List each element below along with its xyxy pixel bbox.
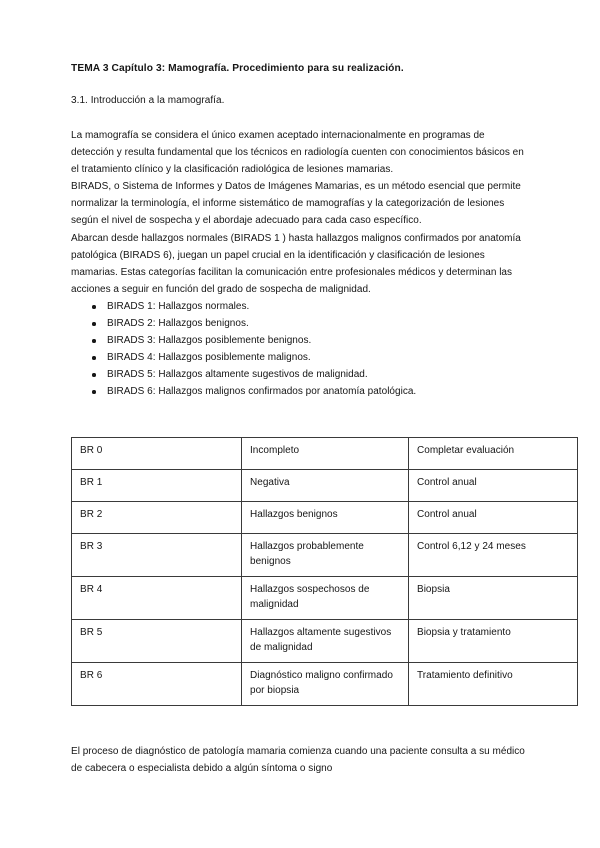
list-item-label: BIRADS 6: Hallazgos malignos confirmados por anatomía patológica. [107, 386, 417, 398]
paragraph-intro: La mamografía se considera el único examen aceptado internacionalmente en programas de detección y resulta fundamental que los técnicos en radiología cuenten con conocimientos básicos en el tratamiento clínico y la clasificación radiológica de lesiones mamarias. [71, 130, 524, 176]
table-cell-action: Biopsia [409, 577, 578, 620]
paragraph-birads-scope: Abarcan desde hallazgos normales (BIRADS 1 ) hasta hallazgos malignos confirmados por anatomía patológica (BIRADS 6), juegan un papel crucial en la identificación y clasificación de lesiones mamarias. Estas categorías facilitan la comunicación entre profesionales médicos y determinan las acciones a seguir en función del grado de sospecha de malignidad. [71, 232, 521, 295]
table-cell-finding: Hallazgos probablemente benignos [242, 534, 409, 577]
list-item [71, 332, 526, 349]
bullet-icon [92, 339, 96, 343]
birads-table [71, 437, 578, 706]
list-item-label: BIRADS 3: Hallazgos posiblemente benignos. [107, 335, 312, 347]
table-cell-action: Completar evaluación [409, 438, 578, 470]
birads-category-list [71, 298, 526, 401]
table-cell-code: BR 6 [72, 663, 242, 706]
table-cell-code: BR 1 [72, 470, 242, 502]
table-cell-code: BR 2 [72, 502, 242, 534]
birads-table-container [71, 437, 526, 706]
bullet-icon [92, 373, 96, 377]
bullet-icon [92, 322, 96, 326]
table-cell-code: BR 4 [72, 577, 242, 620]
bullet-icon [92, 356, 96, 360]
table-cell-finding: Diagnóstico maligno confirmado por biopsia [242, 663, 409, 706]
list-item-label: BIRADS 4: Hallazgos posiblemente malignos. [107, 352, 311, 364]
section-heading: 3.1. Introducción a la mamografía. [71, 95, 225, 106]
table-cell-action: Tratamiento definitivo [409, 663, 578, 706]
bullet-icon [92, 390, 96, 394]
document-body [71, 62, 526, 401]
table-cell-action: Biopsia y tratamiento [409, 620, 578, 663]
list-item-label: BIRADS 5: Hallazgos altamente sugestivos de malignidad. [107, 369, 368, 381]
list-item [71, 383, 526, 400]
table-row [72, 470, 578, 502]
table-cell-finding: Hallazgos benignos [242, 502, 409, 534]
table-cell-action: Control 6,12 y 24 meses [409, 534, 578, 577]
table-cell-code: BR 5 [72, 620, 242, 663]
bullet-icon [92, 305, 96, 309]
table-cell-finding: Hallazgos altamente sugestivos de malignidad [242, 620, 409, 663]
table-cell-finding: Hallazgos sospechosos de malignidad [242, 577, 409, 620]
paragraph-birads-definition: BIRADS, o Sistema de Informes y Datos de Imágenes Mamarias, es un método esencial que permite normalizar la terminología, el informe sistemático de mamografías y la categorización de lesiones según el nivel de sospecha y el abordaje adecuado para cada caso específico. [71, 181, 521, 227]
list-item [71, 315, 526, 332]
list-item-label: BIRADS 1: Hallazgos normales. [107, 300, 250, 312]
table-cell-code: BR 0 [72, 438, 242, 470]
list-item [71, 349, 526, 366]
table-cell-finding: Incompleto [242, 438, 409, 470]
table-cell-action: Control anual [409, 470, 578, 502]
table-cell-finding: Negativa [242, 470, 409, 502]
table-row [72, 438, 578, 470]
page-title: TEMA 3 Capítulo 3: Mamografía. Procedimiento para su realización. [71, 63, 404, 74]
list-item [71, 366, 526, 383]
table-cell-action: Control anual [409, 502, 578, 534]
paragraph-diagnostic-process: El proceso de diagnóstico de patología mamaria comienza cuando una paciente consulta a su médico de cabecera o especialista debido a algún síntoma o signo [71, 746, 525, 775]
table-row [72, 577, 578, 620]
table-row [72, 663, 578, 706]
list-item-label: BIRADS 2: Hallazgos benignos. [107, 318, 249, 330]
table-row [72, 620, 578, 663]
table-row [72, 534, 578, 577]
table-cell-code: BR 3 [72, 534, 242, 577]
table-row [72, 502, 578, 534]
list-item [71, 298, 526, 315]
